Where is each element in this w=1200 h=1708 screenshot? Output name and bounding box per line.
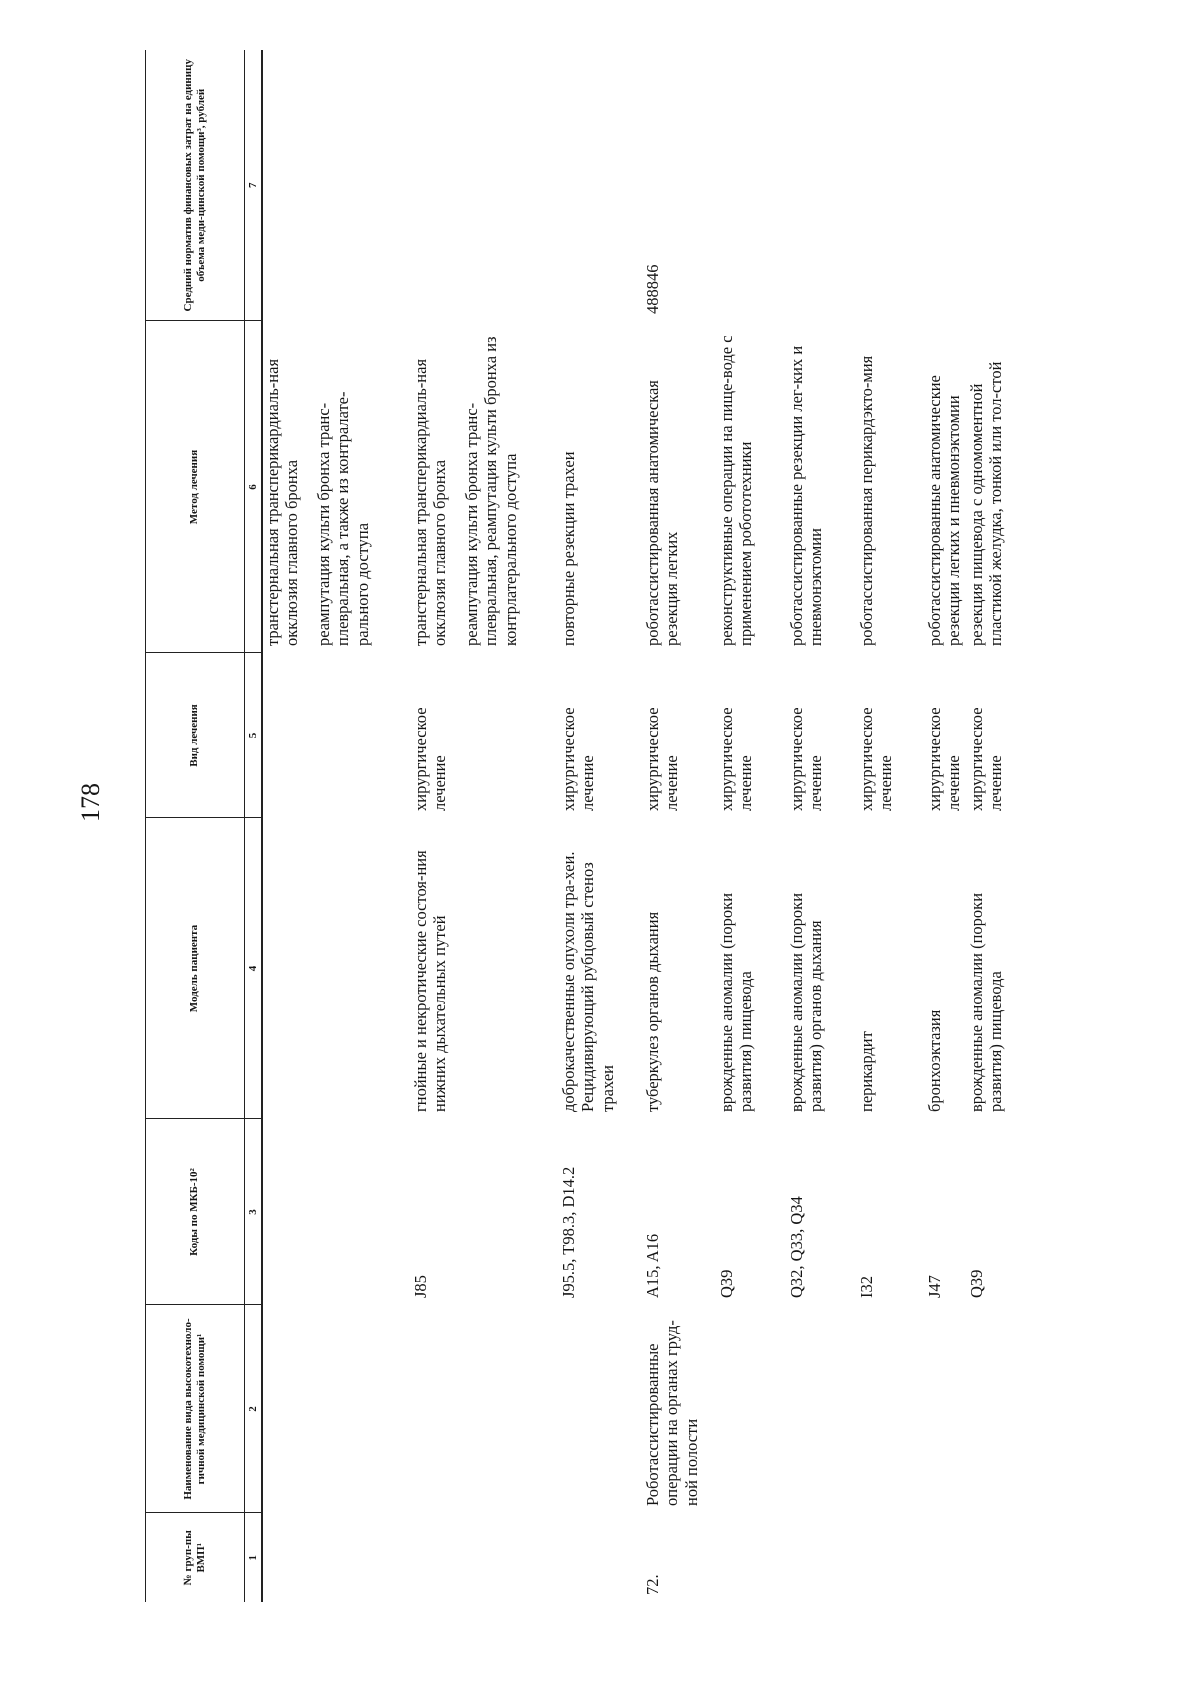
treatment-kind-cell: хирургическое лечение xyxy=(643,707,682,811)
group-number-cell xyxy=(411,1513,559,1602)
group-number-cell xyxy=(787,1513,857,1602)
treatment-method: транстернальная трансперикардиаль-ная окклюзия главного бронха xyxy=(411,358,450,646)
treatment-kind-cell: хирургическое лечение xyxy=(967,707,1006,811)
column-number: 2 xyxy=(245,1305,263,1513)
treatment-kind-cell: хирургическое лечение xyxy=(411,707,450,811)
patient-model-cell: гнойные и некротические состоя-ния нижних дыхательных путей xyxy=(411,850,450,1112)
vmp-table xyxy=(145,50,1047,1602)
header-group-number: № груп-пы ВМП¹ xyxy=(146,1513,245,1602)
treatment-kind-cell: хирургическое лечение xyxy=(925,707,964,811)
average-cost-cell xyxy=(262,50,411,321)
care-type-name-cell xyxy=(967,1305,1047,1513)
treatment-method: роботассистированные анатомические резекции легких и пневмонэктомии xyxy=(925,375,964,646)
group-number-cell xyxy=(717,1513,787,1602)
column-number: 1 xyxy=(245,1513,263,1602)
treatment-method: транстернальная трансперикардиаль-ная окклюзия главного бронха xyxy=(263,358,302,646)
group-number-cell xyxy=(559,1513,643,1602)
patient-model-cell: перикардит xyxy=(857,1031,876,1112)
care-type-name-cell xyxy=(925,1305,967,1513)
treatment-method: повторные резекции трахеи xyxy=(559,451,578,646)
icd-codes-cell: I32 xyxy=(857,1276,876,1298)
average-cost-cell xyxy=(857,50,925,321)
treatment-kind-cell: хирургическое лечение xyxy=(787,707,826,811)
header-treatment-method: Метод лечения xyxy=(146,321,245,653)
table-row xyxy=(967,50,1047,1602)
care-type-name-cell xyxy=(787,1305,857,1513)
column-number: 5 xyxy=(245,653,263,818)
header-patient-model: Модель пациента xyxy=(146,818,245,1119)
treatment-method: роботассистированная анатомическая резекция легких xyxy=(643,380,682,646)
treatment-method: резекция пищевода с одномоментной пластикой желудка, тонкой или тол-стой xyxy=(967,361,1006,646)
care-type-name-cell xyxy=(717,1305,787,1513)
average-cost-cell xyxy=(967,50,1047,321)
header-care-type-name: Наименование вида высокотехноло-гичной медицинской помощи¹ xyxy=(146,1305,245,1513)
patient-model-cell: бронхоэктазия xyxy=(925,1009,944,1112)
table-row xyxy=(262,50,411,1602)
patient-model-cell: врожденные аномалии (пороки развития) пищевода xyxy=(967,892,1006,1112)
icd-codes-cell xyxy=(262,1119,411,1305)
treatment-kind-cell: хирургическое лечение xyxy=(559,707,598,811)
treatment-method-cell xyxy=(925,321,967,653)
patient-model-cell: врожденные аномалии (пороки развития) пищевода xyxy=(717,892,756,1112)
average-cost-cell xyxy=(787,50,857,321)
column-number-row xyxy=(245,50,263,1602)
header-treatment-kind: Вид лечения xyxy=(146,653,245,818)
treatment-method: реампутация культи бронха транс-плевральная, а также из контралате-рального доступа xyxy=(313,391,372,646)
average-cost-cell xyxy=(925,50,967,321)
table-row xyxy=(857,50,925,1602)
treatment-method-cell xyxy=(559,321,643,653)
treatment-method-cell xyxy=(717,321,787,653)
column-number: 3 xyxy=(245,1119,263,1305)
treatment-method-cell xyxy=(262,321,411,653)
treatment-method: реампутация культи бронха транс-плевральная, реампутация культи бронха из контрлатерального доступа xyxy=(461,336,520,646)
page-number: 178 xyxy=(76,783,105,822)
treatment-method-cell xyxy=(967,321,1047,653)
column-number: 7 xyxy=(245,50,263,321)
column-number: 4 xyxy=(245,818,263,1119)
care-type-name-cell xyxy=(411,1305,559,1513)
treatment-kind-cell: хирургическое лечение xyxy=(717,707,756,811)
group-number-cell: 72. xyxy=(643,1574,662,1595)
care-type-name-cell xyxy=(857,1305,925,1513)
treatment-method-cell xyxy=(643,321,717,653)
group-number-cell xyxy=(262,1513,411,1602)
patient-model-cell: врожденные аномалии (пороки развития) органов дыхания xyxy=(787,892,826,1112)
icd-codes-cell: Q39 xyxy=(967,1269,986,1298)
average-cost-cell xyxy=(717,50,787,321)
treatment-kind-cell: хирургическое лечение xyxy=(857,707,896,811)
treatment-method: реконструктивные операции на пище-воде с применением робототехники xyxy=(717,335,756,646)
table-row xyxy=(411,50,559,1602)
icd-codes-cell: J47 xyxy=(925,1275,944,1298)
icd-codes-cell: J85 xyxy=(411,1275,430,1298)
treatment-kind-cell xyxy=(262,653,411,818)
treatment-method-cell xyxy=(787,321,857,653)
care-type-name-cell xyxy=(262,1305,411,1513)
rotated-table-page xyxy=(145,50,1045,1602)
care-type-name-cell: Роботассистированные операции на органах груд-ной полости xyxy=(643,1320,701,1506)
patient-model-cell xyxy=(262,818,411,1119)
table-row xyxy=(925,50,967,1602)
icd-codes-cell: J95.5, T98.3, D14.2 xyxy=(559,1166,578,1298)
patient-model-cell: туберкулез органов дыхания xyxy=(643,911,662,1112)
treatment-method: роботассистированные резекции лег-ких и пневмонэктомии xyxy=(787,345,826,646)
header-icd-codes: Коды по МКБ-10² xyxy=(146,1119,245,1305)
icd-codes-cell: A15, A16 xyxy=(643,1233,662,1298)
group-number-cell xyxy=(857,1513,925,1602)
treatment-method-cell xyxy=(411,321,559,653)
table-row xyxy=(643,50,717,1602)
treatment-method: роботассистированная перикардэкто-мия xyxy=(857,355,876,646)
header-average-cost: Средний норматив финансовых затрат на единицу объема меди-цинской помощи³, рублей xyxy=(146,50,245,321)
care-type-name-cell xyxy=(559,1305,643,1513)
header-row xyxy=(146,50,245,1602)
group-number-cell xyxy=(925,1513,967,1602)
table-row xyxy=(559,50,643,1602)
average-cost-cell: 488846 xyxy=(643,264,662,314)
icd-codes-cell: Q39 xyxy=(717,1269,736,1298)
group-number-cell xyxy=(967,1513,1047,1602)
average-cost-cell xyxy=(411,50,559,321)
patient-model-cell: доброкачественные опухоли тра-хеи. Рецидивирующий рубцовый стеноз трахеи xyxy=(559,851,617,1112)
average-cost-cell xyxy=(559,50,643,321)
icd-codes-cell: Q32, Q33, Q34 xyxy=(787,1196,806,1298)
column-number: 6 xyxy=(245,321,263,653)
table-row xyxy=(717,50,787,1602)
treatment-method-cell xyxy=(857,321,925,653)
table-row xyxy=(787,50,857,1602)
